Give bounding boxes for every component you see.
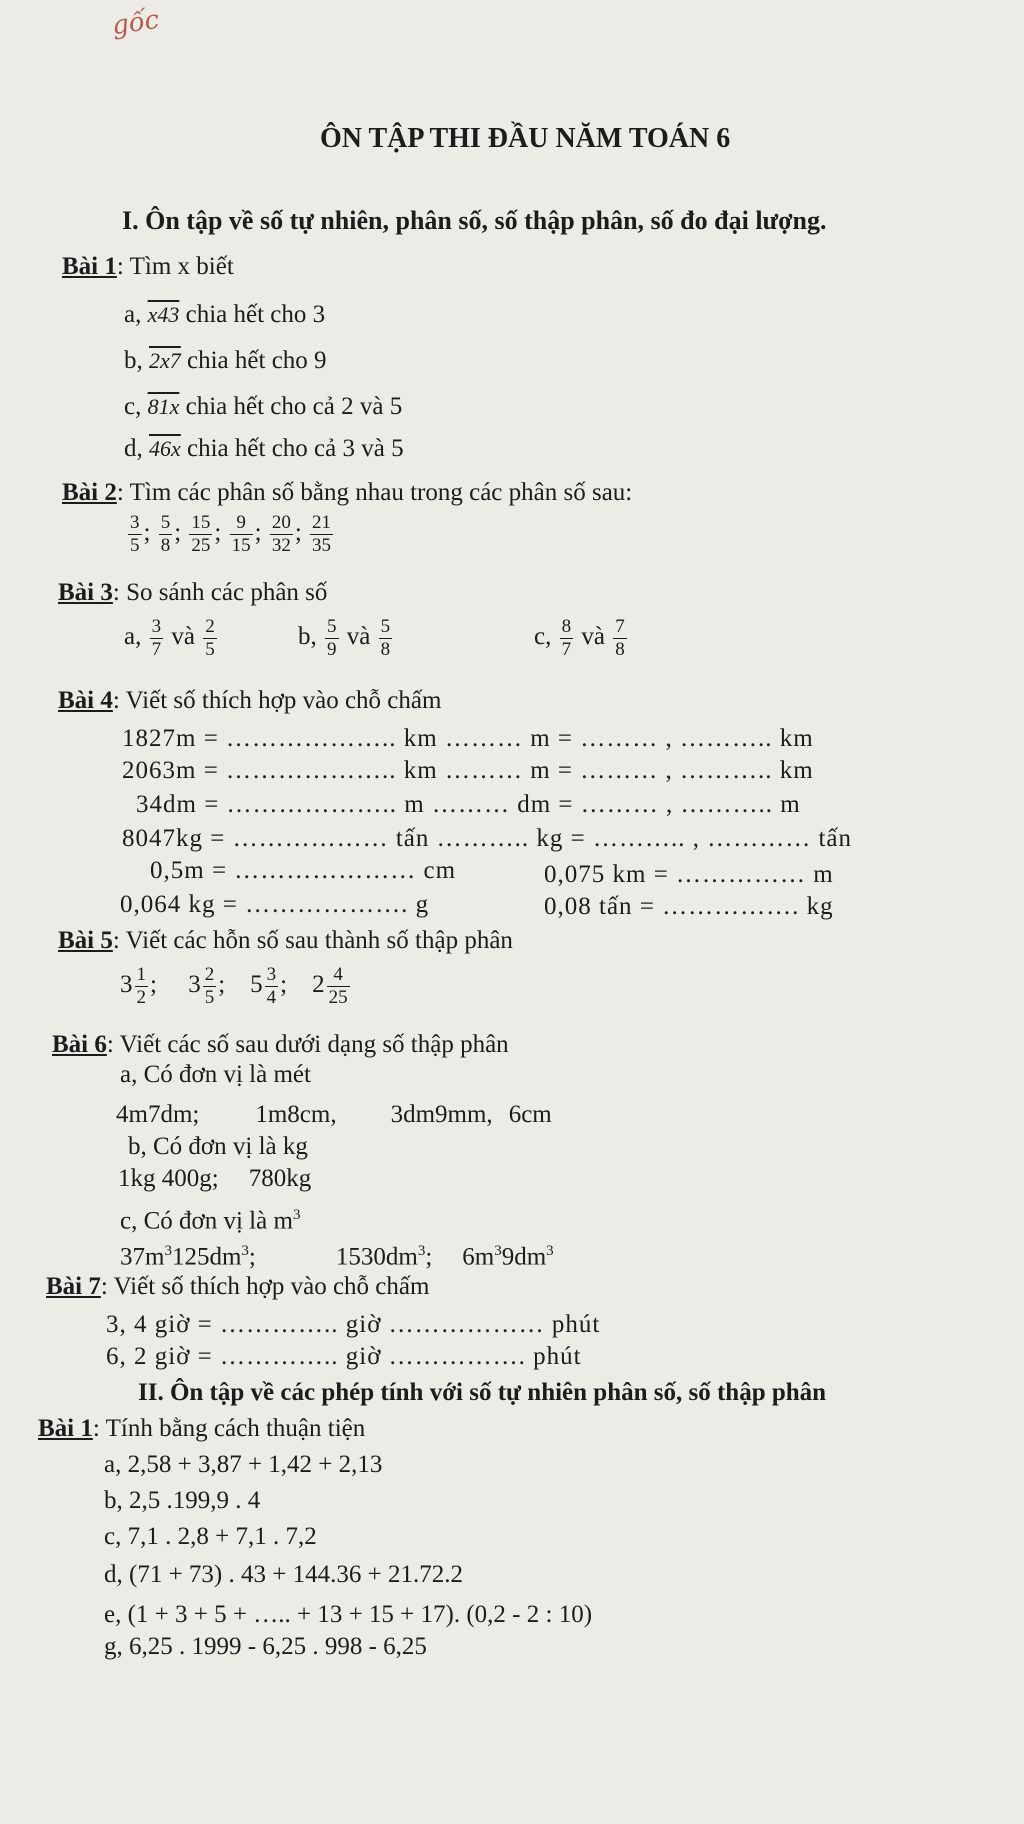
bai4-row-5b: 0,075 km = …………… m (544, 861, 834, 888)
bai7-row-2: 6, 2 giờ = ………….. giờ ……………. phút (106, 1343, 582, 1370)
bai7-heading: Bài 7: Viết số thích hợp vào chỗ chấm (46, 1273, 430, 1300)
bai6-b-values: 1kg 400g; 780kg (118, 1165, 312, 1192)
bai6-a-label: a, Có đơn vị là mét (120, 1061, 311, 1088)
bai3-item-a: a, $\frac{3}{7}$ và $\frac{2}{5}$ (124, 616, 215, 660)
bai4-row-1: 1827m = ……………….. km ……… m = ……… , ……….. km (122, 725, 814, 752)
bai4-row-2: 2063m = ……………….. km ……… m = ……… , ……….. km (122, 757, 814, 784)
bai7-row-1: 3, 4 giờ = ………….. giờ ……………… phút (106, 1311, 601, 1338)
fraction: $\frac{3}{5}$ (130, 512, 140, 556)
bai4-row-4: 8047kg = ……………… tấn ……….. kg = ……….. , ………… tấn (122, 825, 853, 852)
bai6-c-label: c, Có đơn vị là $m^3$ (120, 1207, 301, 1235)
fraction: $\frac{21}{35}$ (312, 512, 332, 556)
bai1-heading (62, 252, 234, 282)
bai6-b-label: b, Có đơn vị là kg (128, 1133, 308, 1160)
fraction: $\frac{9}{15}$ (231, 512, 251, 556)
bai3-item-b: b, $\frac{5}{9}$ và $\frac{5}{8}$ (298, 616, 391, 660)
bai2-heading: Bài 2: Tìm các phân số bằng nhau trong các phân số sau: (62, 479, 633, 506)
bai1-label: Bài 1 (62, 253, 117, 280)
fraction: $\frac{5}{8}$ (160, 512, 171, 556)
bai4-row-6b: 0,08 tấn = ……………. kg (544, 893, 834, 920)
bai6-a-values: 4m7dm; 1m8cm, 3dm9mm, 6cm (116, 1101, 552, 1128)
bai3-item-c: c, $\frac{8}{7}$ và $\frac{7}{8}$ (534, 616, 625, 660)
bai4-row-5a: 0,5m = ………………… cm (150, 857, 457, 884)
bai3-heading: Bài 3: So sánh các phân số (58, 579, 328, 606)
bai1-item-d: d, 46x chia hết cho cả 3 và 5 (124, 435, 404, 462)
bai8-item-a: a, 2,58 + 3,87 + 1,42 + 2,13 (104, 1451, 383, 1478)
bai8-item-g: g, 6,25 . 1999 - 6,25 . 998 - 6,25 (104, 1633, 427, 1660)
bai8-item-e: e, (1 + 3 + 5 + ….. + 13 + 15 + 17). (0,2 - 2 : 10) (104, 1601, 593, 1628)
bai1-text: : Tìm x biết (116, 253, 234, 280)
bai1-item-b: b, 2x7 chia hết cho 9 (124, 347, 327, 374)
bai1-item-a: a, x43 chia hết cho 3 (124, 301, 326, 328)
bai8-item-b: b, 2,5 .199,9 . 4 (104, 1487, 261, 1514)
bai4-row-6a: 0,064 kg = ………………. g (120, 891, 430, 918)
handwritten-note: gốc (110, 4, 161, 42)
bai6-c-values: $37m^3125dm^3$; $1530dm^3$; $6m^39dm^3$ (120, 1243, 554, 1271)
bai8-heading: Bài 1: Tính bằng cách thuận tiện (38, 1415, 366, 1442)
bai5-mixed-numbers: 3 $\frac{1}{2}$ ; 3 $\frac{2}{5}$ ; 5 $\frac{3}{4}$ ; 2 $\frac{4}{25}$ (120, 964, 348, 1008)
bai2-fractions: $\frac{3}{5}$ ; $\frac{5}{8}$ ; $\frac{15}{25}$ ; $\frac{9}{15}$ ; $\frac{20}{32}$ ; $\frac{21}{35}$ (130, 512, 332, 556)
bai6-heading: Bài 6: Viết các số sau dưới dạng số thập phân (52, 1031, 509, 1058)
page-title: ÔN TẬP THI ĐẦU NĂM TOÁN 6 (320, 123, 731, 154)
fraction: $\frac{15}{25}$ (191, 512, 211, 556)
section-1-heading: I. Ôn tập về số tự nhiên, phân số, số thập phân, số đo đại lượng. (122, 206, 827, 235)
bai1-item-c: c, 81x chia hết cho cả 2 và 5 (124, 393, 403, 420)
section-2-heading: II. Ôn tập về các phép tính với số tự nhiên phân số, số thập phân (138, 1379, 827, 1406)
bai5-heading: Bài 5: Viết các hỗn số sau thành số thập phân (58, 927, 513, 954)
bai8-item-c: c, 7,1 . 2,8 + 7,1 . 7,2 (104, 1523, 317, 1550)
fraction: $\frac{20}{32}$ (271, 512, 291, 556)
bai4-row-3: 34dm = ……………….. m ……… dm = ……… , ……….. m (136, 791, 801, 818)
bai8-item-d: d, (71 + 73) . 43 + 144.36 + 21.72.2 (104, 1561, 463, 1588)
bai4-heading: Bài 4: Viết số thích hợp vào chỗ chấm (58, 687, 442, 714)
